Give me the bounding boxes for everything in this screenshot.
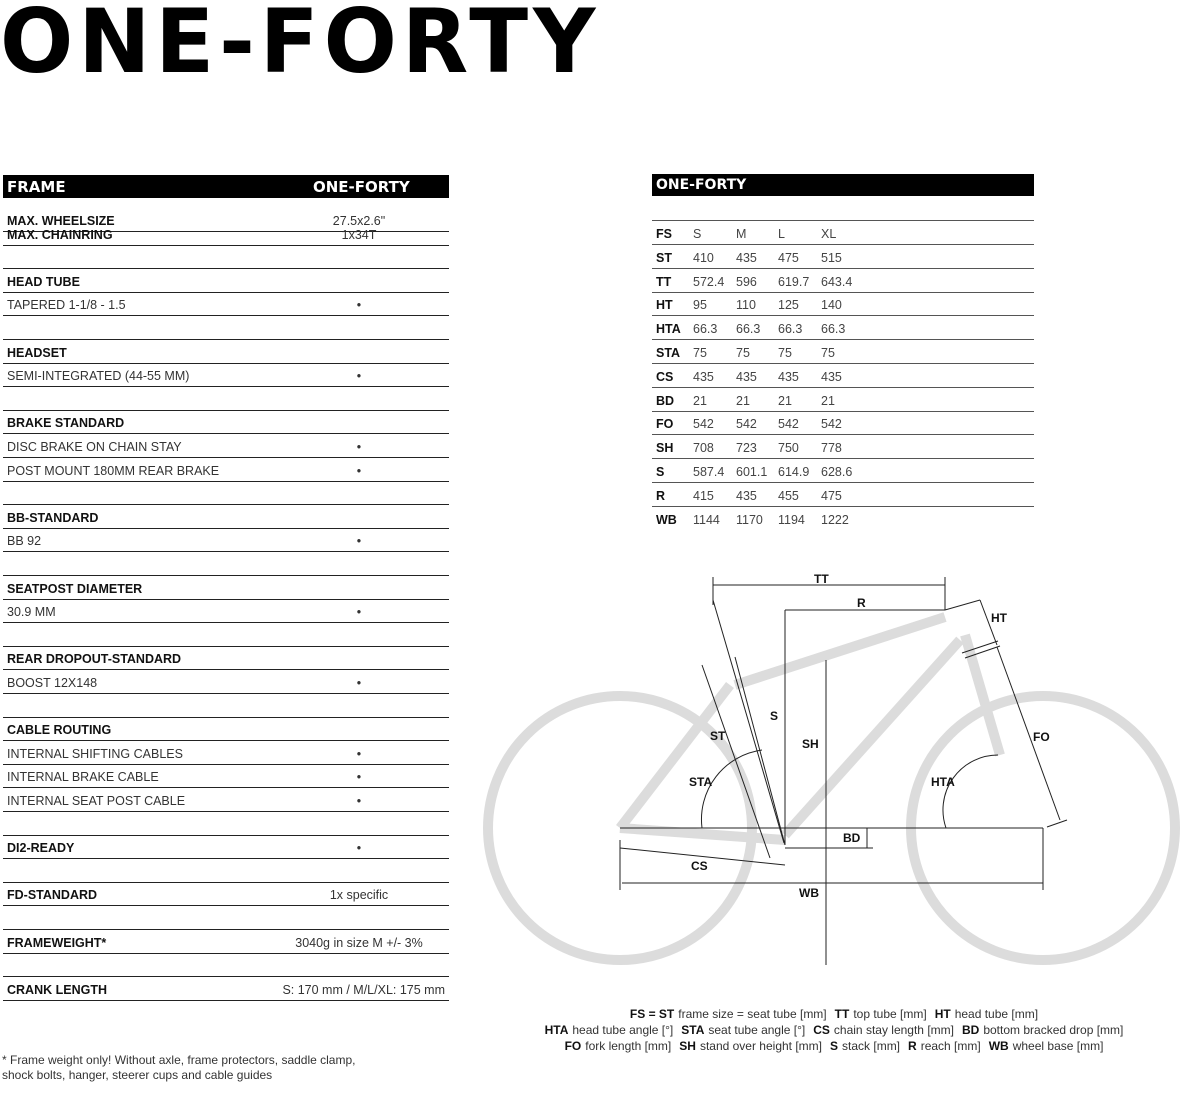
legend-desc: top tube [mm] — [853, 1007, 927, 1021]
r-label: R — [857, 596, 866, 610]
geometry-value: 75 — [821, 346, 835, 360]
legend-abbr: R — [908, 1039, 917, 1053]
frame-table-row — [3, 340, 449, 364]
frame-table-row — [3, 882, 449, 906]
frame-table-row — [3, 670, 449, 694]
geometry-param: HTA — [656, 322, 681, 337]
geometry-param: TT — [656, 274, 672, 289]
geometry-value: 708 — [693, 441, 714, 456]
frame-table-row — [3, 387, 449, 411]
geometry-param: STA — [656, 346, 681, 360]
frame-header-label: FRAME — [7, 178, 66, 196]
geometry-param: S — [656, 465, 665, 479]
frame-table-row — [3, 269, 449, 293]
geometry-value: 410 — [693, 250, 714, 265]
row-label: SEATPOST DIAMETER — [7, 581, 143, 596]
geometry-value: L — [778, 227, 785, 241]
geometry-value: 628.6 — [821, 465, 853, 479]
geometry-value: 435 — [736, 250, 757, 265]
footnote-line: * Frame weight only! Without axle, frame protectors, saddle clamp, — [2, 1053, 356, 1067]
geometry-value: 435 — [736, 369, 757, 384]
row-label: BOOST 12X148 — [7, 676, 98, 690]
geometry-param: R — [656, 488, 666, 503]
frame-table-row — [3, 835, 449, 859]
legend-abbr: FO — [564, 1039, 582, 1053]
row-label: HEAD TUBE — [7, 274, 80, 289]
geometry-table-title: ONE-FORTY — [656, 177, 747, 193]
legend-desc: bottom bracked drop [mm] — [983, 1023, 1124, 1037]
bd-label: BD — [843, 831, 861, 845]
geometry-value: S — [693, 227, 702, 241]
frame-table-row — [3, 741, 449, 765]
top-tube — [735, 617, 945, 685]
sta-label: STA — [689, 775, 713, 789]
legend-line — [484, 1022, 1184, 1038]
ht-label: HT — [991, 611, 1007, 625]
geometry-table — [652, 174, 1034, 527]
frame-table-row — [3, 481, 449, 505]
geometry-value: XL — [821, 227, 837, 241]
legend-abbr: TT — [834, 1007, 850, 1021]
row-label: HEADSET — [7, 345, 67, 360]
geometry-value: 587.4 — [693, 465, 725, 479]
frame-table-row — [3, 906, 449, 930]
geometry-value: 435 — [778, 369, 799, 384]
page-title: ONE-FORTY — [0, 0, 601, 93]
legend-desc: chain stay length [mm] — [833, 1023, 954, 1037]
row-value: • — [356, 463, 362, 478]
fo-label: FO — [1033, 730, 1050, 744]
frame-spec-table — [3, 175, 449, 997]
geometry-value: 619.7 — [778, 274, 810, 289]
row-value: • — [356, 676, 362, 690]
row-label: MAX. CHAINRING — [7, 227, 113, 242]
legend-desc: head tube angle [°] — [572, 1023, 674, 1037]
row-label: FRAMEWEIGHT* — [7, 935, 107, 950]
frame-table-row — [3, 528, 449, 552]
row-value: 1x34T — [341, 227, 377, 242]
row-label: BRAKE STANDARD — [7, 416, 125, 431]
frame-table-row — [3, 646, 449, 670]
frame-table-row — [3, 222, 449, 246]
geometry-value: 601.1 — [736, 465, 768, 479]
legend-line — [484, 1006, 1184, 1022]
legend-desc: head tube [mm] — [954, 1007, 1039, 1021]
frame-table-row — [3, 694, 449, 718]
geometry-row — [652, 269, 1034, 293]
frame-table-row — [3, 363, 449, 387]
geometry-value: 1170 — [736, 512, 763, 527]
geometry-row — [652, 364, 1034, 388]
geometry-value: 21 — [736, 393, 750, 408]
row-value: 27.5x2.6" — [332, 214, 386, 228]
bike-silhouette — [488, 617, 1175, 960]
geometry-value: 475 — [778, 250, 799, 265]
legend-abbr: FS = ST — [629, 1007, 675, 1021]
geometry-value: 1194 — [778, 512, 805, 527]
frame-table-row — [3, 953, 449, 977]
row-value: • — [356, 770, 362, 785]
geometry-row — [652, 411, 1034, 435]
geometry-row — [652, 340, 1034, 364]
frame-table-row — [3, 505, 449, 529]
frame-table-row — [3, 930, 449, 954]
geometry-value: 542 — [736, 417, 757, 432]
geometry-param: ST — [656, 250, 672, 265]
geometry-value: 66.3 — [778, 322, 803, 337]
legend-abbr: STA — [681, 1023, 705, 1037]
row-label: SEMI-INTEGRATED (44-55 MM) — [7, 369, 190, 384]
geometry-value: 435 — [821, 369, 842, 384]
geometry-row — [652, 292, 1034, 316]
geometry-value: 75 — [778, 346, 792, 360]
geometry-value: 542 — [693, 417, 714, 432]
frame-weight-footnote — [2, 1053, 355, 1083]
frame-table-row — [3, 434, 449, 458]
geometry-value: 21 — [778, 393, 792, 408]
row-value: • — [356, 534, 362, 549]
geometry-param: WB — [656, 512, 677, 527]
frame-table-row — [3, 623, 449, 647]
row-value: • — [356, 440, 362, 454]
geometry-value: 778 — [821, 441, 842, 456]
geometry-param: SH — [656, 441, 674, 456]
geometry-value: 750 — [778, 441, 799, 456]
row-label: DISC BRAKE ON CHAIN STAY — [7, 440, 182, 454]
row-label: 30.9 MM — [7, 605, 56, 620]
geometry-table-header — [652, 174, 1034, 196]
geometry-row — [652, 459, 1034, 483]
fork — [965, 635, 1000, 755]
geometry-value: 723 — [736, 441, 757, 456]
bike-geometry-diagram — [480, 565, 1185, 975]
frame-table-row — [3, 812, 449, 836]
legend-desc: stand over height [mm] — [699, 1039, 822, 1053]
row-value: 1x specific — [329, 888, 389, 903]
row-value: • — [356, 605, 362, 620]
footnote-line: shock bolts, hanger, steerer cups and cable guides — [2, 1068, 273, 1082]
legend-abbr: WB — [988, 1039, 1009, 1053]
geometry-value: 1144 — [693, 512, 720, 527]
geometry-row — [652, 388, 1034, 412]
frame-table-header — [3, 175, 449, 198]
geometry-value: 435 — [693, 369, 714, 384]
geometry-value: 435 — [736, 488, 757, 503]
hta-label: HTA — [931, 775, 955, 789]
legend-abbr: HT — [934, 1007, 951, 1021]
frame-table-row — [3, 599, 449, 623]
geometry-value: 66.3 — [693, 322, 718, 337]
geometry-row — [652, 435, 1034, 459]
legend-desc: fork length [mm] — [585, 1039, 672, 1053]
geometry-value: 75 — [693, 346, 707, 360]
legend-abbr: HTA — [544, 1023, 569, 1037]
legend-abbr: BD — [961, 1023, 980, 1037]
geometry-value: 542 — [821, 417, 842, 432]
geometry-param: FS — [656, 227, 672, 241]
frame-table-row — [3, 717, 449, 741]
row-label: INTERNAL SEAT POST CABLE — [7, 794, 186, 808]
frame-table-row — [3, 410, 449, 434]
legend-desc: wheel base [mm] — [1012, 1039, 1104, 1053]
legend-desc: reach [mm] — [920, 1039, 981, 1053]
frame-table-row — [3, 316, 449, 340]
row-label: BB-STANDARD — [7, 510, 99, 525]
geometry-value: 643.4 — [821, 274, 853, 289]
frame-header-model: ONE-FORTY — [313, 178, 410, 196]
legend-abbr: SH — [679, 1039, 696, 1053]
row-label: CRANK LENGTH — [7, 982, 107, 997]
geometry-value: 21 — [821, 393, 835, 408]
legend-desc: frame size = seat tube [mm] — [678, 1007, 827, 1021]
row-value: • — [356, 794, 362, 808]
st-label: ST — [710, 729, 726, 743]
row-label: CABLE ROUTING — [7, 723, 112, 738]
cs-label: CS — [691, 859, 708, 873]
geometry-value: 66.3 — [736, 322, 761, 337]
frame-table-row — [3, 292, 449, 316]
geometry-value: 1222 — [821, 512, 849, 527]
geometry-value: 614.9 — [778, 465, 810, 479]
geometry-value: 75 — [736, 346, 750, 360]
geometry-param: BD — [656, 393, 675, 408]
geometry-row — [652, 245, 1034, 269]
geometry-value: 515 — [821, 250, 842, 265]
geometry-value: 21 — [693, 393, 707, 408]
frame-table-row — [3, 977, 449, 1001]
row-label: DI2-READY — [7, 841, 75, 856]
frame-table-row — [3, 552, 449, 576]
row-value: • — [356, 746, 362, 761]
row-label: REAR DROPOUT-STANDARD — [7, 652, 182, 667]
geometry-value: 572.4 — [693, 274, 725, 289]
geometry-value: 125 — [778, 298, 799, 313]
legend-line — [484, 1038, 1184, 1054]
geometry-value: 140 — [821, 298, 842, 313]
geometry-row — [652, 221, 1034, 245]
frame-table-row — [3, 859, 449, 883]
row-value: • — [356, 369, 362, 384]
row-value: • — [356, 841, 362, 856]
geometry-value: 95 — [693, 298, 707, 313]
geometry-value: 110 — [736, 298, 756, 313]
row-label: FD-STANDARD — [7, 888, 98, 903]
row-value: S: 170 mm / M/L/XL: 175 mm — [282, 982, 445, 997]
geometry-param: CS — [656, 369, 674, 384]
geometry-value: 66.3 — [821, 322, 846, 337]
sh-label: SH — [802, 737, 819, 751]
row-label: BB 92 — [7, 534, 42, 549]
row-label: MAX. WHEELSIZE — [7, 214, 115, 228]
legend-desc: seat tube angle [°] — [708, 1023, 806, 1037]
row-value: 3040g in size M +/- 3% — [295, 935, 423, 950]
row-label: INTERNAL SHIFTING CABLES — [7, 746, 183, 761]
geometry-param: HT — [656, 298, 673, 313]
geometry-value: 542 — [778, 417, 799, 432]
geometry-row — [652, 507, 1034, 530]
tt-label: TT — [814, 572, 829, 586]
s-label: S — [770, 709, 779, 723]
row-label: TAPERED 1-1/8 - 1.5 — [7, 298, 126, 313]
legend-desc: stack [mm] — [842, 1039, 901, 1053]
geometry-param: FO — [656, 417, 674, 432]
geometry-row — [652, 483, 1034, 507]
geometry-value: 596 — [736, 274, 757, 289]
geometry-value: 455 — [778, 488, 799, 503]
geometry-value: 415 — [693, 488, 714, 503]
row-value: • — [356, 298, 362, 313]
legend-abbr: S — [830, 1039, 839, 1053]
frame-table-row — [3, 764, 449, 788]
wb-label: WB — [799, 886, 819, 900]
row-label: INTERNAL BRAKE CABLE — [7, 770, 159, 785]
abbreviation-legend — [484, 1006, 1184, 1054]
frame-table-row — [3, 576, 449, 600]
legend-abbr: CS — [813, 1023, 830, 1037]
frame-table-row — [3, 788, 449, 812]
frame-table-row — [3, 458, 449, 482]
geometry-value: M — [736, 227, 747, 241]
geometry-row — [652, 316, 1034, 340]
frame-table-row — [3, 245, 449, 269]
row-label: POST MOUNT 180MM REAR BRAKE — [7, 463, 220, 478]
geometry-value: 475 — [821, 488, 842, 503]
